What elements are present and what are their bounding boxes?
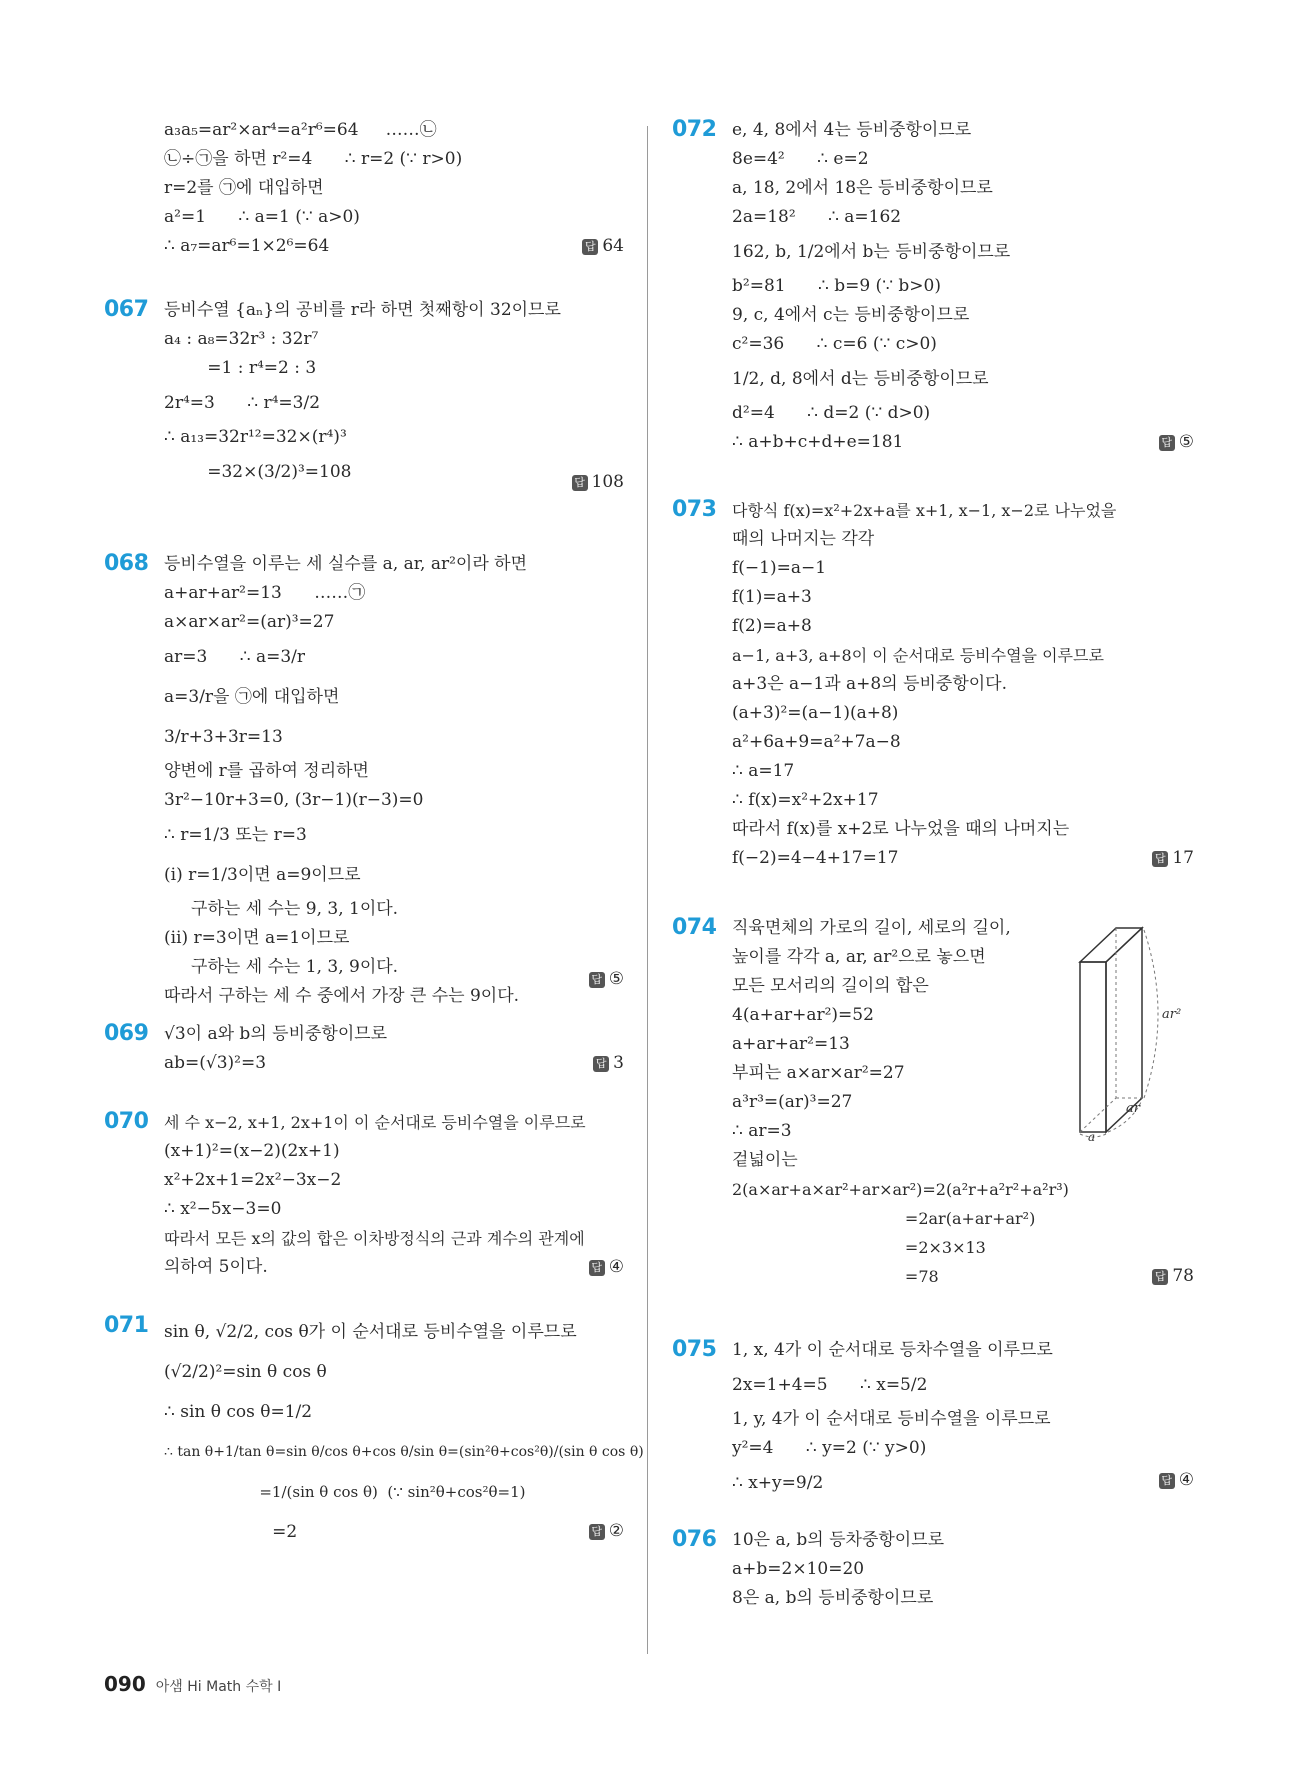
- solution-line: 따라서 모든 x의 값의 합은 이차방정식의 근과 계수의 관계에: [164, 1229, 585, 1248]
- column-divider: [647, 126, 648, 1654]
- answer-icon: 답: [589, 1524, 605, 1540]
- answer-value: ④: [608, 1257, 624, 1277]
- solution-line: ∴ a=17: [732, 761, 795, 781]
- answer-icon: 답: [589, 1260, 605, 1276]
- solution-line: 2(a×ar+a×ar²+ar×ar²)=2(a²r+a²r²+a²r³): [732, 1180, 1069, 1199]
- problem-076: [672, 1526, 1194, 1613]
- solution-line: a³r³=(ar)³=27: [732, 1092, 853, 1112]
- solution-line: 모든 모서리의 길이의 합은: [732, 976, 929, 996]
- problem-068: [104, 550, 624, 1006]
- problem-number: 068: [104, 551, 149, 576]
- problem-number: 069: [104, 1021, 149, 1046]
- solution-line: 부피는 a×ar×ar²=27: [732, 1063, 905, 1083]
- solution-line: f(−1)=a−1: [732, 558, 827, 578]
- solution-line: sin θ, √2/2, cos θ가 이 순서대로 등비수열을 이루므로: [164, 1322, 577, 1342]
- solution-line: a+ar+ar²=13: [732, 1034, 850, 1054]
- problem-number: 073: [672, 497, 717, 522]
- solution-line: ab=(√3)²=3: [164, 1053, 267, 1073]
- solution-line: 따라서 구하는 세 수 중에서 가장 큰 수는 9이다.: [164, 986, 520, 1006]
- solution-line: ∴ tan θ+1/tan θ=sin θ/cos θ+cos θ/sin θ=(sin²θ+cos²θ)/(sin θ cos θ): [164, 1444, 644, 1460]
- problem-number: 070: [104, 1109, 149, 1134]
- solution-line: b²=81 ∴ b=9 (∵ b>0): [732, 276, 941, 296]
- answer-badge: [1152, 1262, 1194, 1291]
- answer-icon: 답: [572, 475, 588, 491]
- answer-badge: [1152, 844, 1194, 873]
- left-column: [104, 116, 644, 1582]
- solution-line: 3r²−10r+3=0, (3r−1)(r−3)=0: [164, 790, 424, 810]
- solution-line: ∴ a₇=ar⁶=1×2⁶=64: [164, 236, 330, 256]
- solution-line: a₃a₅=ar²×ar⁴=a²r⁶=64 ……㉡: [164, 120, 437, 140]
- solution-line: y²=4 ∴ y=2 (∵ y>0): [732, 1438, 927, 1458]
- problem-074: [672, 914, 1194, 1292]
- solution-line: a+ar+ar²=13 ……㉠: [164, 583, 366, 603]
- solution-line: (ⅱ) r=3이면 a=1이므로: [164, 928, 350, 948]
- problem-072: [672, 116, 1194, 466]
- solution-line: 높이를 각각 a, ar, ar²으로 놓으면: [732, 947, 986, 967]
- problem-071: [104, 1312, 644, 1582]
- solution-line: f(2)=a+8: [732, 616, 812, 636]
- solution-line: 양변에 r를 곱하여 정리하면: [164, 761, 369, 781]
- answer-badge: [582, 232, 624, 261]
- solution-line: ∴ ar=3: [732, 1121, 792, 1141]
- solution-line: 세 수 x−2, x+1, 2x+1이 이 순서대로 등비수열을 이루므로: [164, 1113, 586, 1132]
- answer-icon: 답: [593, 1056, 609, 1072]
- solution-line: a+3은 a−1과 a+8의 등비중항이다.: [732, 674, 1007, 694]
- solution-line: (√2/2)²=sin θ cos θ: [164, 1362, 327, 1382]
- answer-value: 78: [1172, 1266, 1194, 1286]
- solution-line: ∴ x+y=9/2: [732, 1473, 824, 1493]
- answer-icon: 답: [582, 239, 598, 255]
- answer-icon: 답: [589, 972, 605, 988]
- right-column: [672, 116, 1194, 1613]
- solution-line: a×ar×ar²=(ar)³=27: [164, 612, 335, 632]
- answer-icon: 답: [1159, 1473, 1175, 1489]
- solution-line: 1, y, 4가 이 순서대로 등비수열을 이루므로: [732, 1409, 1051, 1429]
- answer-icon: 답: [1159, 435, 1175, 451]
- solution-line: d²=4 ∴ d=2 (∵ d>0): [732, 403, 931, 423]
- solution-line: =2×3×13: [732, 1238, 986, 1257]
- problem-066-continued: [104, 116, 624, 266]
- solution-line: ∴ sin θ cos θ=1/2: [164, 1402, 313, 1422]
- solution-line: 겉넓이는: [732, 1150, 798, 1170]
- cuboid-front-face: [1080, 962, 1106, 1132]
- solution-line: 다항식 f(x)=x²+2x+a를 x+1, x−1, x−2로 나누었을: [732, 501, 1117, 520]
- answer-badge: [589, 965, 624, 994]
- height-label: ar²: [1162, 1007, 1182, 1022]
- solution-line: a−1, a+3, a+8이 이 순서대로 등비수열을 이루므로: [732, 646, 1104, 665]
- solution-line: ㉡÷㉠을 하면 r²=4 ∴ r=2 (∵ r>0): [164, 149, 463, 169]
- solution-line: x²+2x+1=2x²−3x−2: [164, 1170, 342, 1190]
- solution-line: =1 : r⁴=2 : 3: [164, 358, 317, 378]
- answer-value: ⑤: [1178, 432, 1194, 452]
- answer-icon: 답: [1152, 1269, 1168, 1285]
- solution-line: 8은 a, b의 등비중항이므로: [732, 1588, 934, 1608]
- solution-line: 1/2, d, 8에서 d는 등비중항이므로: [732, 369, 989, 389]
- problem-069: [104, 1020, 624, 1078]
- solution-line: a=3/r을 ㉠에 대입하면: [164, 687, 340, 707]
- solution-line: 등비수열 {aₙ}의 공비를 r라 하면 첫째항이 32이므로: [164, 300, 561, 320]
- solution-line: 때의 나머지는 각각: [732, 529, 875, 549]
- answer-badge: [589, 1253, 624, 1282]
- solution-line: 1, x, 4가 이 순서대로 등차수열을 이루므로: [732, 1340, 1053, 1360]
- page-number: 090: [104, 1672, 146, 1696]
- answer-value: ④: [1178, 1470, 1194, 1490]
- problem-number: 072: [672, 117, 717, 142]
- problem-number: 071: [104, 1313, 149, 1338]
- problem-number: 075: [672, 1337, 717, 1362]
- solution-line: ∴ x²−5x−3=0: [164, 1199, 282, 1219]
- problem-number: 074: [672, 915, 717, 940]
- answer-value: 108: [591, 472, 624, 492]
- solution-line: (ⅰ) r=1/3이면 a=9이므로: [164, 865, 361, 885]
- answer-badge: [1159, 1466, 1194, 1495]
- solution-line: 2a=18² ∴ a=162: [732, 207, 902, 227]
- page-footer: [104, 1672, 281, 1696]
- book-title: 아샘 Hi Math 수학 Ⅰ: [155, 1679, 282, 1695]
- solution-line: ∴ f(x)=x²+2x+17: [732, 790, 879, 810]
- problem-070: [104, 1108, 624, 1282]
- solution-line: e, 4, 8에서 4는 등비중항이므로: [732, 120, 972, 140]
- solution-line: √3이 a와 b의 등비중항이므로: [164, 1024, 388, 1044]
- solution-line: 2x=1+4=5 ∴ x=5/2: [732, 1375, 928, 1395]
- solution-line: 따라서 f(x)를 x+2로 나누었을 때의 나머지는: [732, 819, 1070, 839]
- answer-value: ⑤: [608, 969, 624, 989]
- problem-067: [104, 296, 624, 506]
- solution-line: a+b=2×10=20: [732, 1559, 865, 1579]
- answer-badge: [589, 1517, 624, 1546]
- solution-line: a₄ : a₈=32r³ : 32r⁷: [164, 329, 319, 349]
- solution-line: =2ar(a+ar+ar²): [732, 1209, 1036, 1228]
- solution-line: 9, c, 4에서 c는 등비중항이므로: [732, 305, 970, 325]
- answer-badge: [1159, 428, 1194, 457]
- problem-number: 067: [104, 297, 149, 322]
- answer-badge: [593, 1049, 624, 1078]
- answer-value: ②: [608, 1521, 624, 1541]
- solution-line: r=2를 ㉠에 대입하면: [164, 178, 324, 198]
- solution-line: 2r⁴=3 ∴ r⁴=3/2: [164, 393, 321, 413]
- problem-075: [672, 1336, 1194, 1496]
- problem-073: [672, 496, 1194, 874]
- solution-line: =32×(3/2)³=108: [164, 462, 352, 482]
- solution-line: 의하여 5이다.: [164, 1257, 268, 1277]
- solution-line: =2: [164, 1522, 298, 1542]
- solution-line: c²=36 ∴ c=6 (∵ c>0): [732, 334, 937, 354]
- solution-line: ar=3 ∴ a=3/r: [164, 647, 306, 667]
- answer-value: 64: [602, 236, 624, 256]
- solution-line: 162, b, 1/2에서 b는 등비중항이므로: [732, 242, 1011, 262]
- cuboid-figure: [1070, 922, 1200, 1142]
- solution-line: 구하는 세 수는 9, 3, 1이다.: [164, 899, 399, 919]
- solution-line: f(1)=a+3: [732, 587, 812, 607]
- depth-label: ar: [1126, 1101, 1140, 1116]
- solution-line: ∴ a+b+c+d+e=181: [732, 432, 904, 452]
- solution-line: (x+1)²=(x−2)(2x+1): [164, 1141, 340, 1161]
- problem-number: 076: [672, 1527, 717, 1552]
- solution-line: ∴ a₁₃=32r¹²=32×(r⁴)³: [164, 427, 347, 447]
- width-label: a: [1088, 1130, 1096, 1142]
- answer-badge: [572, 468, 624, 497]
- solution-line: a, 18, 2에서 18은 등비중항이므로: [732, 178, 993, 198]
- solution-line: 8e=4² ∴ e=2: [732, 149, 869, 169]
- answer-icon: 답: [1152, 851, 1168, 867]
- answer-value: 3: [613, 1053, 624, 1073]
- solution-line: 10은 a, b의 등차중항이므로: [732, 1530, 945, 1550]
- solution-line: a²=1 ∴ a=1 (∵ a>0): [164, 207, 360, 227]
- answer-value: 17: [1172, 848, 1194, 868]
- solution-line: (a+3)²=(a−1)(a+8): [732, 703, 899, 723]
- solution-line: 3/r+3+3r=13: [164, 727, 283, 747]
- solution-line: 직육면체의 가로의 길이, 세로의 길이,: [732, 918, 1011, 938]
- solution-line: 구하는 세 수는 1, 3, 9이다.: [164, 957, 399, 977]
- solution-line: =1/(sin θ cos θ) (∵ sin²θ+cos²θ=1): [164, 1483, 526, 1501]
- solution-line: =78: [732, 1267, 939, 1286]
- solution-line: f(−2)=4−4+17=17: [732, 848, 899, 868]
- solution-line: 4(a+ar+ar²)=52: [732, 1005, 874, 1025]
- solution-line: a²+6a+9=a²+7a−8: [732, 732, 901, 752]
- solution-line: 등비수열을 이루는 세 실수를 a, ar, ar²이라 하면: [164, 554, 527, 574]
- height-dimension-arc: [1144, 930, 1158, 1098]
- solution-line: ∴ r=1/3 또는 r=3: [164, 825, 307, 845]
